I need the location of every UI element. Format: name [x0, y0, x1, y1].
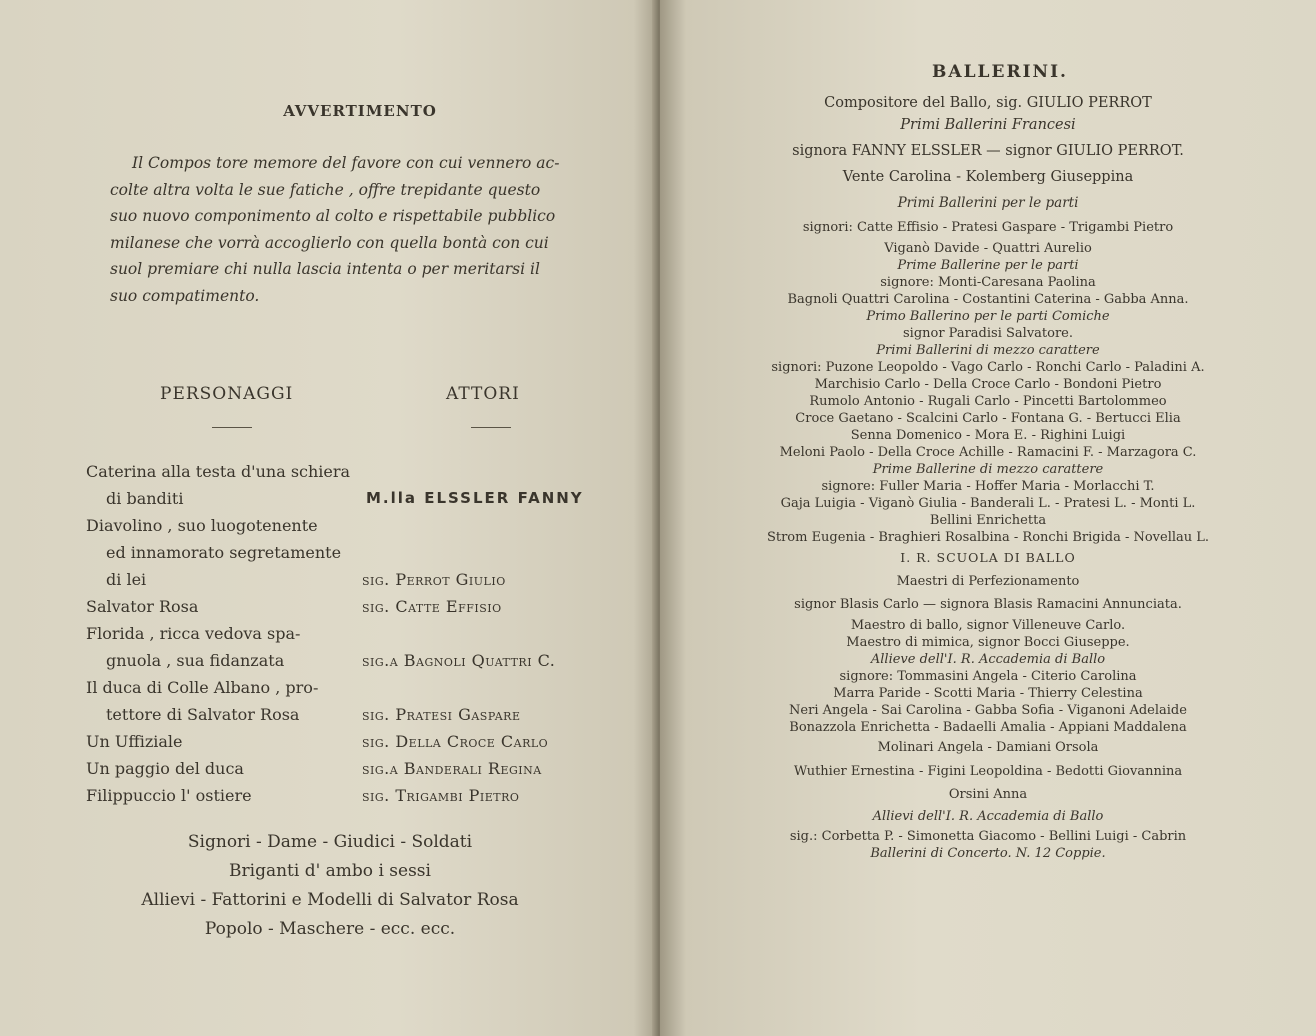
dancer-line: Neri Angela - Sai Carolina - Gabba Sofia - Viganoni Adelaide	[789, 703, 1187, 718]
chorus-line: Signori - Dame - Giudici - Soldati	[187, 832, 473, 852]
dancer-line: I. R. SCUOLA DI BALLO	[900, 550, 1076, 565]
avvertimento-line: suo compatimento.	[110, 286, 260, 305]
role-name: Salvator Rosa	[86, 597, 199, 616]
section-heading: Allievi dell'I. R. Accademia di Ballo	[872, 809, 1104, 824]
dancer-line: signore: Monti-Caresana Paolina	[880, 275, 1096, 290]
role-name: Filippuccio l' ostiere	[86, 786, 252, 805]
dancer-line: Croce Gaetano - Scalcini Carlo - Fontana G. - Bertucci Elia	[795, 411, 1181, 426]
dancer-line: Bonazzola Enrichetta - Badaelli Amalia - Appiani Maddalena	[789, 720, 1187, 735]
cast-row	[86, 597, 626, 624]
role-name: Un Uffiziale	[86, 732, 183, 751]
dancer-line: Bagnoli Quattri Carolina - Costantini Caterina - Gabba Anna.	[787, 292, 1189, 307]
divider-rule	[471, 427, 511, 428]
avvertimento-title: AVVERTIMENTO	[283, 102, 437, 120]
ballerini-list	[660, 95, 1316, 862]
avvertimento-line: Il Compos tore memore del favore con cui vennero ac-	[132, 154, 560, 172]
actor-name: sig. Pratesi Gaspare	[362, 705, 521, 724]
cast-row	[86, 651, 626, 678]
dancer-line: Compositore del Ballo, sig. GIULIO PERROT	[824, 95, 1152, 111]
dancer-line: signore: Fuller Maria - Hoffer Maria - Morlacchi T.	[821, 479, 1155, 494]
cast-row	[86, 624, 626, 651]
dancer-line: Molinari Angela - Damiani Orsola	[877, 740, 1099, 755]
actor-name: sig.a Bagnoli Quattri C.	[362, 651, 556, 670]
cast-row	[86, 462, 626, 489]
dancer-line: Orsini Anna	[948, 787, 1028, 802]
section-heading: Prime Ballerine per le parti	[897, 258, 1079, 273]
cast-row	[86, 732, 626, 759]
actor-name: sig. Perrot Giulio	[362, 570, 506, 589]
cast-row	[86, 705, 626, 732]
dancer-line: Viganò Davide - Quattri Aurelio	[884, 241, 1092, 256]
dancer-line: Bellini Enrichetta	[929, 513, 1047, 528]
section-heading: Primi Ballerini Francesi	[900, 117, 1076, 133]
section-heading: Ballerini di Concerto. N. 12 Coppie.	[870, 846, 1106, 861]
section-heading: Primi Ballerini per le parti	[897, 195, 1079, 211]
dancer-line: Vente Carolina - Kolemberg Giuseppina	[842, 169, 1134, 185]
dancer-line: Strom Eugenia - Braghieri Rosalbina - Ronchi Brigida - Novellau L.	[766, 530, 1210, 545]
role-name: Caterina alla testa d'una schiera	[86, 462, 351, 481]
chorus-list	[100, 828, 560, 944]
role-name: tettore di Salvator Rosa	[106, 705, 300, 724]
dancer-line: Maestri di Perfezionamento	[896, 574, 1080, 589]
dancer-line: signori: Catte Effisio - Pratesi Gaspare - Trigambi Pietro	[802, 220, 1174, 235]
dancer-line: Maestro di mimica, signor Bocci Giuseppe.	[846, 635, 1130, 650]
role-name: di lei	[106, 570, 147, 589]
cast-row	[86, 786, 626, 813]
avvertimento-text	[110, 150, 610, 309]
avvertimento-line: milanese che vorrà accoglierlo con quella bontà con cui	[110, 233, 549, 252]
role-name: gnuola , sua fidanzata	[106, 651, 285, 670]
chorus-line: Briganti d' ambo i sessi	[229, 861, 431, 881]
dancer-line: signora FANNY ELSSLER — signor GIULIO PERROT.	[792, 143, 1184, 159]
cast-row	[86, 759, 626, 786]
role-name: ed innamorato segretamente	[106, 543, 342, 562]
dancer-line: signor Blasis Carlo — signora Blasis Ramacini Annunciata.	[794, 597, 1182, 612]
role-name: Florida , ricca vedova spa-	[86, 624, 301, 643]
chorus-line: Popolo - Maschere - ecc. ecc.	[204, 919, 456, 939]
avvertimento-line: suo nuovo componimento al colto e rispettabile pubblico	[110, 207, 556, 225]
dancer-line: Gaja Luigia - Viganò Giulia - Banderali L. - Pratesi L. - Monti L.	[780, 496, 1196, 511]
actor-name: sig. Della Croce Carlo	[362, 732, 549, 751]
right-page	[660, 0, 1316, 1036]
actor-name: sig. Trigambi Pietro	[362, 786, 520, 805]
dancer-line: signore: Tommasini Angela - Citerio Carolina	[839, 669, 1137, 684]
dancer-line: Meloni Paolo - Della Croce Achille - Ramacini F. - Marzagora C.	[779, 445, 1197, 460]
divider-rule	[212, 427, 252, 428]
cast-row	[86, 516, 626, 543]
chorus-line: Allievi - Fattorini e Modelli di Salvator Rosa	[141, 890, 519, 910]
heading-attori: ATTORI	[446, 384, 520, 404]
dancer-line: Marchisio Carlo - Della Croce Carlo - Bondoni Pietro	[814, 377, 1162, 392]
cast-row	[86, 489, 626, 516]
cast-row	[86, 543, 626, 570]
heading-personaggi: PERSONAGGI	[160, 384, 294, 404]
section-heading: Primo Ballerino per le parti Comiche	[866, 309, 1110, 324]
cast-row	[86, 678, 626, 705]
role-name: Il duca di Colle Albano , pro-	[86, 678, 319, 697]
cast-row	[86, 570, 626, 597]
dancer-line: Senna Domenico - Mora E. - Righini Luigi	[850, 428, 1126, 443]
ballerini-title: BALLERINI.	[932, 62, 1068, 82]
actor-name: sig.a Banderali Regina	[362, 759, 542, 778]
dancer-line: Marra Paride - Scotti Maria - Thierry Celestina	[833, 686, 1143, 701]
role-name: Diavolino , suo luogotenente	[86, 516, 318, 535]
avvertimento-line: suol premiare chi nulla lascia intenta o per meritarsi il	[110, 260, 540, 278]
dancer-line: Maestro di ballo, signor Villeneuve Carlo.	[850, 618, 1126, 633]
actor-name: sig. Catte Effisio	[362, 597, 502, 616]
actor-name: M.lla ELSSLER FANNY	[366, 489, 584, 507]
dancer-line: sig.: Corbetta P. - Simonetta Giacomo - Bellini Luigi - Cabrin	[789, 829, 1187, 844]
cast-list	[86, 462, 626, 813]
role-name: Un paggio del duca	[86, 759, 244, 778]
dancer-line: signori: Puzone Leopoldo - Vago Carlo - Ronchi Carlo - Paladini A.	[771, 360, 1205, 375]
dancer-line: Rumolo Antonio - Rugali Carlo - Pincetti Bartolommeo	[809, 394, 1167, 409]
avvertimento-line: colte altra volta le sue fatiche , offre trepidante questo	[110, 180, 541, 199]
dancer-line: Wuthier Ernestina - Figini Leopoldina - Bedotti Giovannina	[793, 764, 1183, 779]
section-heading: Primi Ballerini di mezzo carattere	[876, 343, 1100, 358]
section-heading: Allieve dell'I. R. Accademia di Ballo	[870, 652, 1106, 667]
dancer-line: signor Paradisi Salvatore.	[902, 326, 1073, 341]
section-heading: Prime Ballerine di mezzo carattere	[872, 462, 1104, 477]
role-name: di banditi	[106, 489, 184, 508]
